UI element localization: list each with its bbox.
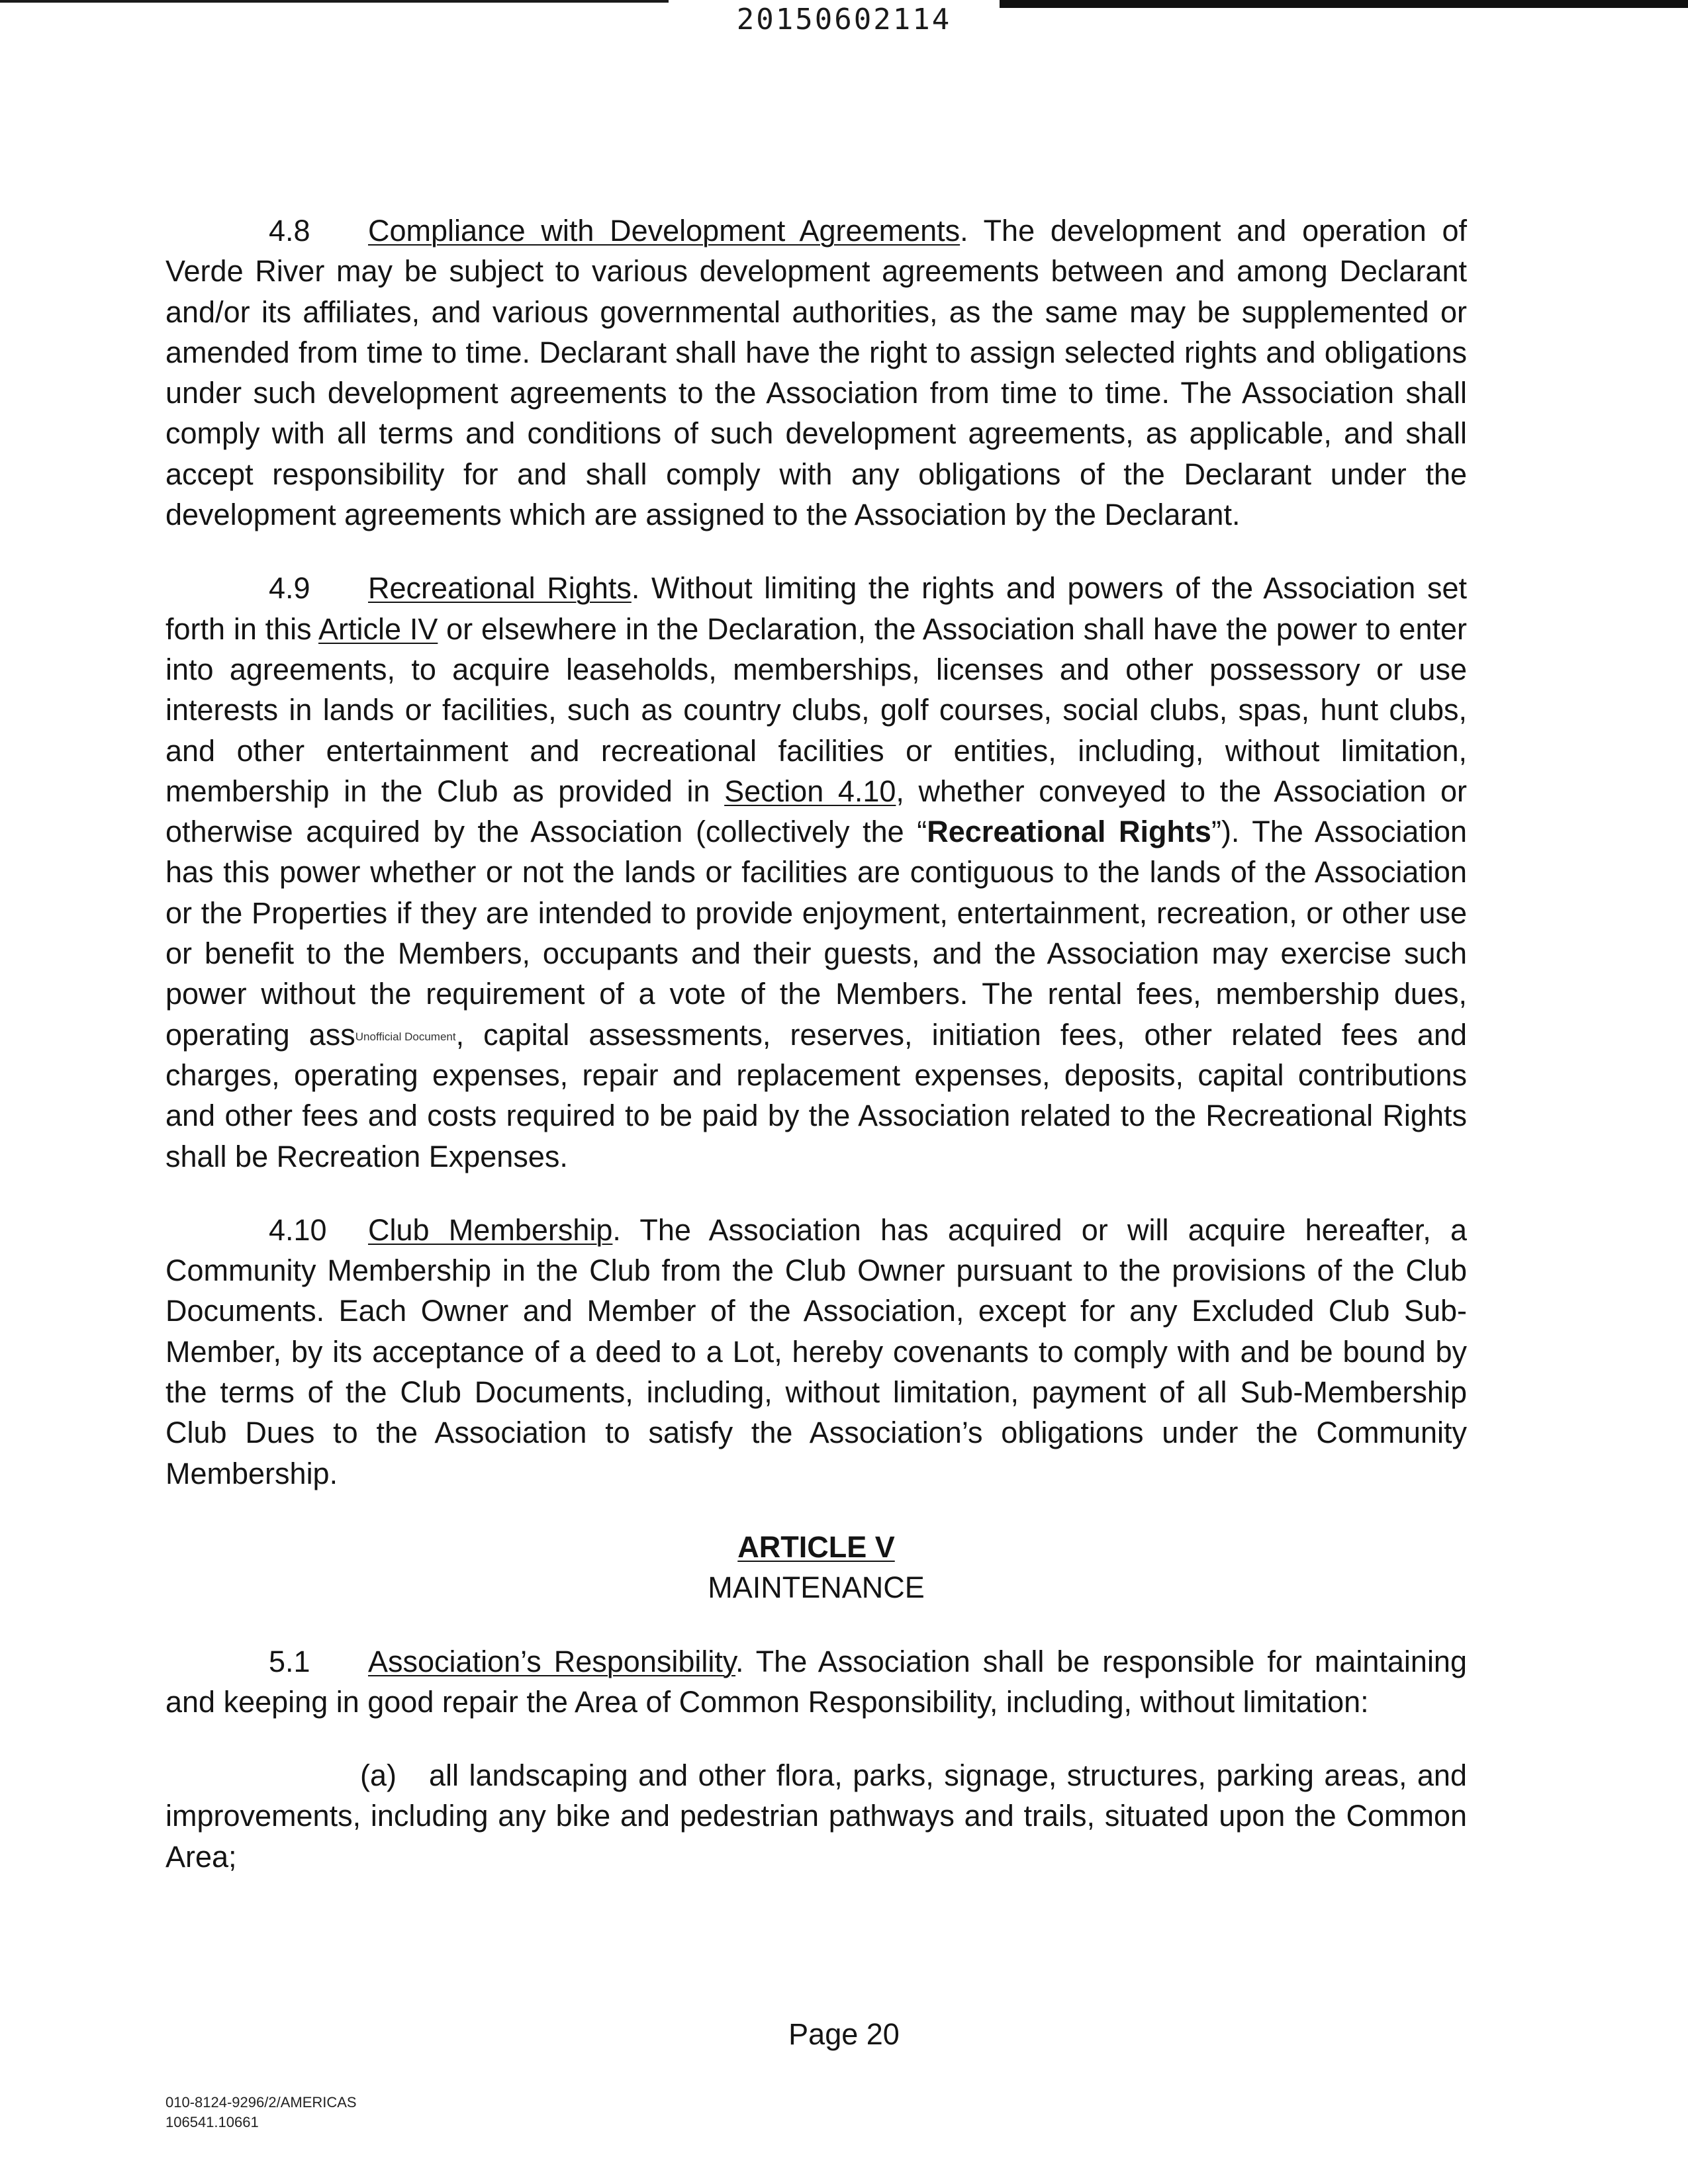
section-text: ”). The Association has this power whether or not the lands or facilities are contiguous to the lands of the Association or the Properties if they are intended to provide enjoyment, entertainment, recreation, or other use or benefit to the Members, occupants and their guests, and the Association may exercise such power without the requirement of a vote of the Members. The rental fees, membership dues, operating ass [165,815,1467,1052]
unofficial-document-watermark: Unofficial Document [355,1030,456,1044]
section-heading: Club Membership [368,1212,613,1247]
section-heading: Compliance with Development Agreements [368,214,961,248]
article-heading: ARTICLE V [737,1529,895,1564]
article-reference: Article IV [318,612,438,646]
section-text: or elsewhere in the Declaration, the Association shall have the power to enter into agreements, to acquire leaseholds, memberships, licenses and other possessory or use interests in lands or facilities, such as country clubs, golf courses, social clubs, spas, hunt clubs, and other entertainment and recreational facilities or entities, including, without limitation, membership in the Club as provided in [165,612,1468,808]
section-text: . The development and operation of Verde River may be subject to various development agreements between and among Declarant and/or its affiliates, and various governmental authorities, as the same may be supplemented or amended from time to time. Declarant shall have the right to assign selected rights and obligations under such development agreements to the Association from time to time. The Association shall comply with all terms and conditions of such development agreements, as applicable, and shall accept responsibility for and shall comply with any obligations of the Declarant under the development agreements which are assigned to the Association by the Declarant. [165,214,1467,532]
section-4-8 [165,210,1467,535]
page-number: Page 20 [788,2017,900,2051]
section-number: 4.8 [269,214,310,248]
section-text: , capital assessments, reserves, initiation fees, other related fees and charges, operating expenses, repair and replacement expenses, deposits, capital contributions and other fees and costs required to be paid by the Association related to the Recreational Rights shall be Recreation Expenses. [165,1017,1467,1173]
section-4-10 [165,1210,1467,1494]
section-heading: Recreational Rights [368,571,632,606]
top-rule-right [1000,0,1688,8]
section-number: 4.9 [269,571,310,606]
subsection-5-1-a [165,1755,1467,1877]
section-heading: Association’s Responsibility [368,1644,736,1678]
article-title: MAINTENANCE [708,1570,925,1605]
section-text: , whether conveyed to the Association or otherwise acquired by the Association (collectively the “ [165,774,1468,849]
recording-number: 20150602114 [736,3,952,36]
section-number: 5.1 [269,1644,310,1678]
section-5-1 [165,1641,1467,1723]
top-rule-left [0,0,669,3]
document-code [165,2093,357,2132]
document-body [165,210,1467,1877]
section-reference: Section 4.10 [724,774,896,808]
section-text: . Without limiting the rights and powers of the Association set forth in this [165,571,1467,646]
section-text: . The Association has acquired or will acquire hereafter, a Community Membership in the Club from the Club Owner pursuant to the provisions of the Club Documents. Each Owner and Member of the Association, except for any Excluded Club Sub-Member, by its acceptance of a deed to a Lot, hereby covenants to comply with and be bound by the terms of the Club Documents, including, without limitation, payment of all Sub-Membership Club Dues to the Association to satisfy the Association’s obligations under the Community Membership. [165,1212,1468,1490]
subsection-text: all landscaping and other flora, parks, signage, structures, parking areas, and improvements, including any bike and pedestrian pathways and trails, situated upon the Common Area; [165,1758,1467,1874]
section-4-9 [165,568,1467,1176]
document-code-line: 106541.10661 [165,2114,259,2130]
defined-term: Recreational Rights [927,815,1211,849]
section-text: . The Association shall be responsible for maintaining and keeping in good repair the Area of Common Responsibility, including, without limitation: [165,1644,1467,1719]
subsection-label: (a) [360,1758,397,1793]
document-code-line: 010-8124-9296/2/AMERICAS [165,2094,357,2111]
section-number: 4.10 [269,1212,327,1247]
